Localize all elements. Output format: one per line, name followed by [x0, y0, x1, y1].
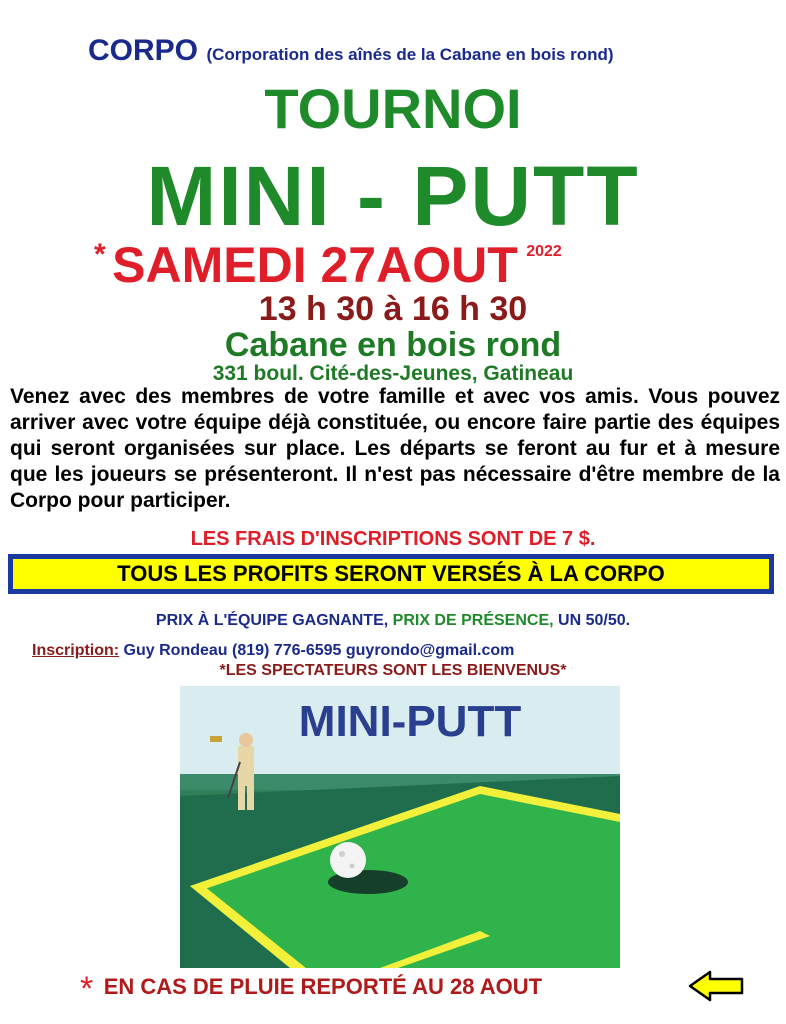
event-hours: 13 h 30 à 16 h 30 [258, 290, 528, 328]
event-date [94, 236, 562, 294]
profits-banner [8, 554, 774, 594]
title-tournoi: TOURNOI [264, 77, 522, 140]
date-year: 2022 [526, 243, 562, 260]
event-address: 331 boul. Cité-des-Jeunes, Gatineau [212, 362, 574, 385]
header-line [88, 34, 768, 68]
date-asterisk: * [94, 238, 106, 271]
event-venue: Cabane en bois rond [224, 326, 562, 364]
inscription-contact: Guy Rondeau (819) 776-6595 guyrondo@gmail.com [119, 642, 515, 659]
org-short-name: CORPO [88, 34, 199, 67]
date-text: SAMEDI 27AOUT [112, 237, 518, 293]
prizes-line [0, 612, 786, 630]
rain-asterisk: * [80, 970, 94, 1008]
profits-text: TOUS LES PROFITS SERONT VERSÉS À LA CORPO [117, 561, 665, 586]
description-paragraph: Venez avec des membres de votre famille et avec vos amis. Vous pouvez arriver avec votre équipe déjà constituée, ou encore faire partie des équipes qui seront organisées sur place. Les départs se feront au fur et à mesure que les joueurs se présenteront. Il n'est pas nécessaire d'être membre de la Corpo pour participer. [10, 385, 780, 512]
prize-winning-team: PRIX À L'ÉQUIPE GAGNANTE, [155, 612, 393, 629]
poster-title: MINI-PUTT [298, 697, 522, 746]
spectators-welcome: *LES SPECTATEURS SONT LES BIENVENUS* [219, 662, 567, 679]
rain-notice [80, 970, 542, 1009]
prize-attendance: PRIX DE PRÉSENCE, [392, 612, 559, 629]
org-full-name: (Corporation des aînés de la Cabane en bois rond) [206, 45, 614, 64]
fees-notice: LES FRAIS D'INSCRIPTIONS SONT DE 7 $. [190, 528, 596, 550]
title-mini-putt: MINI - PUTT [146, 149, 640, 243]
inscription-line [32, 642, 514, 660]
mini-putt-illustration [180, 686, 620, 968]
left-arrow-icon [688, 970, 746, 1002]
inscription-label: Inscription: [32, 642, 120, 659]
rain-text: EN CAS DE PLUIE REPORTÉ AU 28 AOUT [103, 974, 543, 999]
prize-50-50: UN 50/50. [558, 612, 631, 629]
